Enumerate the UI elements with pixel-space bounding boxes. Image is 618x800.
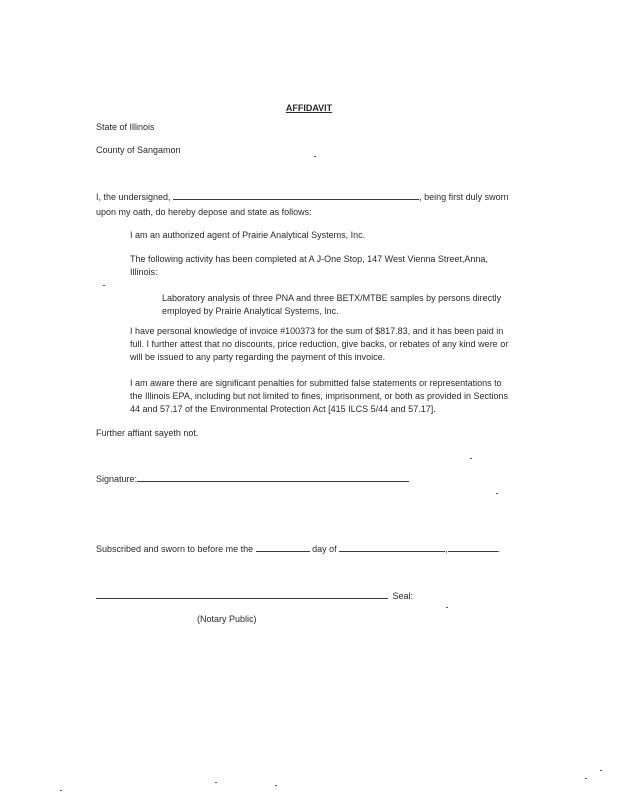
year-blank-line: [448, 551, 498, 552]
scan-speck: [496, 493, 498, 494]
lab-statement: [162, 292, 501, 318]
scan-speck: [275, 785, 277, 786]
subscribed-lead: Subscribed and sworn to before me the: [96, 544, 254, 554]
signature-row: [96, 474, 409, 484]
scan-speck: [585, 778, 587, 779]
day-blank-line: [256, 551, 310, 552]
scan-speck: [60, 790, 62, 791]
state-line: State of Illinois: [96, 122, 155, 132]
agent-statement: I am an authorized agent of Prairie Analytical Systems, Inc.: [130, 230, 366, 240]
seal-label: Seal:: [392, 591, 414, 601]
period: .: [497, 544, 501, 554]
penalty-statement: [130, 377, 508, 416]
oath-line-2: upon my oath, do hereby depose and state as follows:: [96, 207, 312, 217]
further-affiant: Further affiant sayeth not.: [96, 428, 199, 438]
scan-speck: [314, 156, 316, 157]
day-of-label: day of: [312, 544, 337, 554]
notary-signature-line: [96, 598, 388, 599]
document-title: AFFIDAVIT: [285, 103, 333, 113]
invoice-line-1: I have personal knowledge of invoice #100373 for the sum of $817.83, and it has been paid in: [130, 326, 504, 336]
notary-public-label: (Notary Public): [197, 614, 257, 624]
comma: ,: [445, 544, 448, 554]
oath-tail: , being first duly sworn: [419, 192, 509, 202]
lab-line-2: employed by Prairie Analytical Systems, Inc.: [162, 306, 339, 316]
activity-line-1: The following activity has been completed at A J-One Stop, 147 West Vienna Street,Anna,: [130, 254, 488, 264]
subscribed-row: [96, 544, 500, 554]
activity-line-2: Illinois:: [130, 267, 158, 277]
penalty-line-3: 44 and 57.17 of the Environmental Protection Act [415 ILCS 5/44 and 57.17].: [130, 404, 436, 414]
lab-line-1: Laboratory analysis of three PNA and three BETX/MTBE samples by persons directly: [162, 293, 502, 303]
scan-speck: [446, 607, 448, 608]
oath-lead: I, the undersigned,: [96, 192, 171, 202]
scan-speck: [470, 458, 472, 459]
scan-speck: [103, 285, 105, 286]
scan-speck: [215, 782, 217, 783]
penalty-line-2: the Illinois EPA, including but not limited to fines, imprisonment, or both as provided in Sections: [130, 391, 509, 401]
name-blank-line: [173, 199, 419, 200]
scan-speck: [600, 770, 602, 771]
month-blank-line: [339, 551, 445, 552]
notary-row: [96, 591, 413, 601]
oath-line-1: [96, 192, 509, 202]
invoice-line-3: will be issued to any party regarding the payment of this invoice.: [130, 352, 386, 362]
invoice-line-2: full. I further attest that no discounts, price reduction, give backs, or rebates of any kind were or: [130, 339, 509, 349]
signature-line: [137, 481, 409, 482]
county-line: County of Sangamon: [96, 145, 181, 155]
penalty-line-1: I am aware there are significant penalties for submitted false statements or representations to: [130, 378, 502, 388]
invoice-statement: [130, 325, 508, 364]
signature-label: Signature:: [96, 474, 138, 484]
activity-statement: [130, 253, 488, 279]
